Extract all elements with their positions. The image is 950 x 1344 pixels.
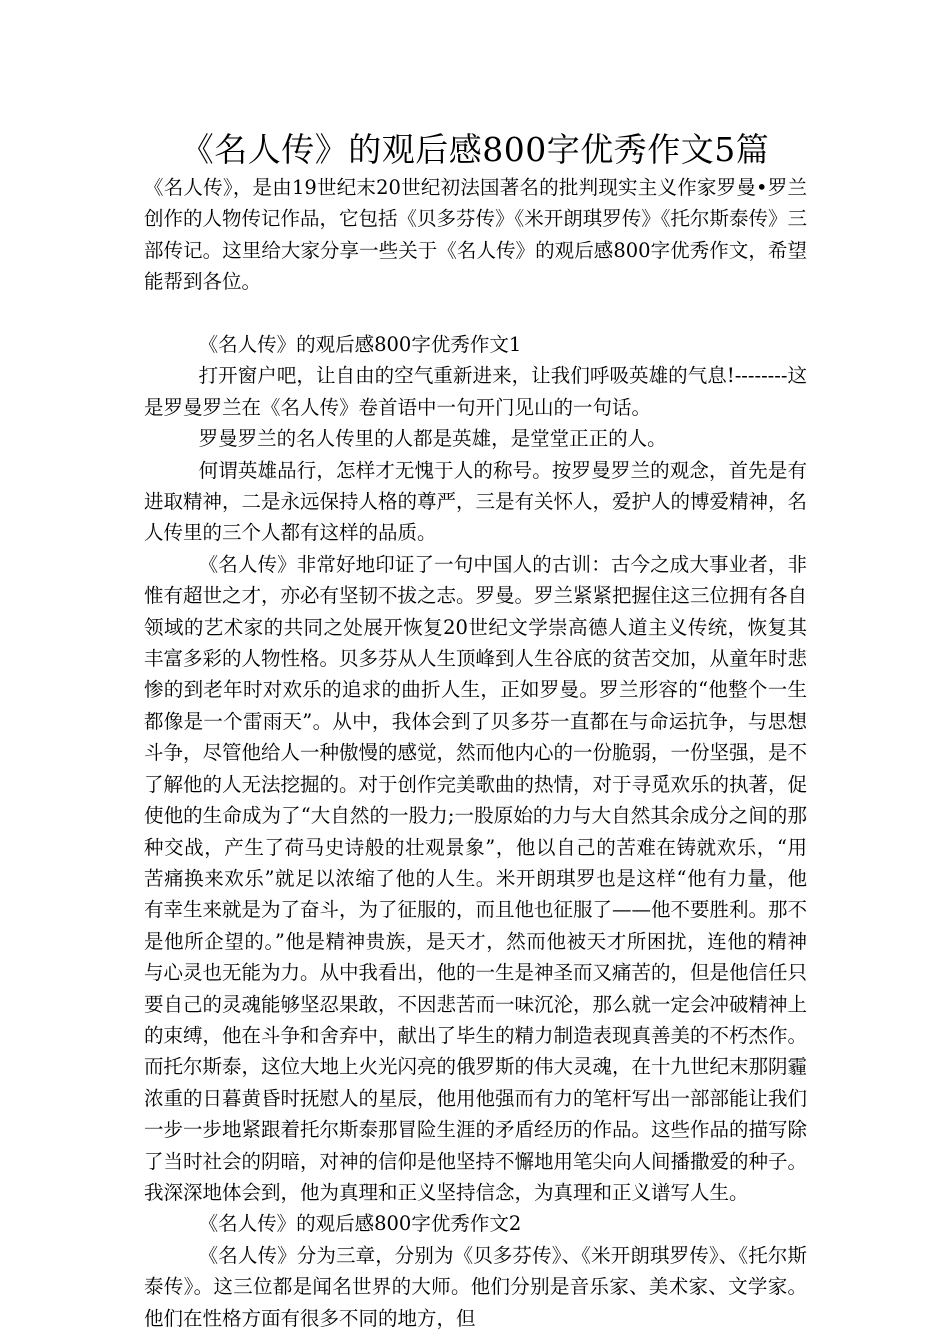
paragraph: 打开窗户吧，让自由的空气重新进来，让我们呼吸英雄的气息!--------这是罗曼罗兰在《名人传》卷首语中一句开门见山的一句话。 bbox=[144, 364, 807, 419]
section-heading-2: 《名人传》的观后感800字优秀作文2 bbox=[198, 1212, 522, 1236]
paragraph: 《名人传》分为三章，分别为《贝多芬传》、《米开朗琪罗传》、《托尔斯泰传》。这三位都是闻名世界的大师。他们分别是音乐家、美术家、文学家。他们在性格方面有很多不同的地方，但 bbox=[144, 1243, 807, 1330]
paragraph: 何谓英雄品行，怎样才无愧于人的称号。按罗曼罗兰的观念，首先是有进取精神，二是永远保持人格的尊严，三是有关怀人，爱护人的博爱精神，名人传里的三个人都有这样的品质。 bbox=[144, 458, 808, 545]
paragraph-spacer bbox=[144, 298, 807, 329]
intro-paragraph: 《名人传》，是由19世纪末20世纪初法国著名的批判现实主义作家罗曼•罗兰创作的人物传记作品，它包括《贝多芬传》《米开朗琪罗传》《托尔斯泰传》三部传记。这里给大家分享一些关于《名人传》的观后感800字优秀作文，希望能帮到各位。 bbox=[144, 176, 808, 294]
section-heading-1: 《名人传》的观后感800字优秀作文1 bbox=[198, 333, 522, 357]
paragraph: 《名人传》非常好地印证了一句中国人的古训：古今之成大事业者，非惟有超世之才，亦必有坚韧不拔之志。罗曼。罗兰紧紧把握住这三位拥有各自领域的艺术家的共同之处展开恢复20世纪文学崇高德人道主义传统，恢复其丰富多彩的人物性格。贝多芬从人生顶峰到人生谷底的贫苦交加，从童年时悲惨的到老年时对欢乐的追求的曲折人生，正如罗曼。罗兰形容的“他整个一生都像是一个雷雨天”。从中，我体会到了贝多芬一直都在与命运抗争，与思想斗争，尽管他给人一种傲慢的感觉，然而他内心的一份脆弱，一份坚强，是不了解他的人无法挖掘的。对于创作完美歌曲的热情，对于寻觅欢乐的执著，促使他的生命成为了“大自然的一股力;一股原始的力与大自然其余成分之间的那种交战，产生了荷马史诗般的壮观景象”，他以自己的苦难在铸就欢乐，“用苦痛换来欢乐”就足以浓缩了他的人生。米开朗琪罗也是这样“他有力量，他有幸生来就是为了奋斗，为了征服的，而且他也征服了——他不要胜利。那不是他所企望的。”他是精神贵族，是天才，然而他被天才所困扰，连他的精神与心灵也无能为力。从中我看出，他的一生是神圣而又痛苦的，但是他信任只要自己的灵魂能够坚忍果敢，不因悲苦而一味沉沦，那么就一定会冲破精神上的束缚，他在斗争和舍弃中，献出了毕生的精力制造表现真善美的不朽杰作。而托尔斯泰，这位大地上火光闪亮的俄罗斯的伟大灵魂，在十九世纪末那阴霾浓重的日暮黄昏时抚慰人的星辰，他用他强而有力的笔杆写出一部部能让我们一步一步地紧跟着托尔斯泰那冒险生涯的矛盾经历的作品。这些作品的描写除了当时社会的阴暗，对神的信仰是他坚持不懈地用笔尖向人间播撒爱的种子。我深深地体会到，他为真理和正义坚持信念，为真理和正义谱写人生。 bbox=[144, 552, 808, 1204]
document-body bbox=[144, 172, 807, 1334]
document-title: 《名人传》的观后感800字优秀作文5篇 bbox=[180, 130, 770, 169]
paragraph: 罗曼罗兰的名人传里的人都是英雄，是堂堂正正的人。 bbox=[198, 427, 667, 451]
